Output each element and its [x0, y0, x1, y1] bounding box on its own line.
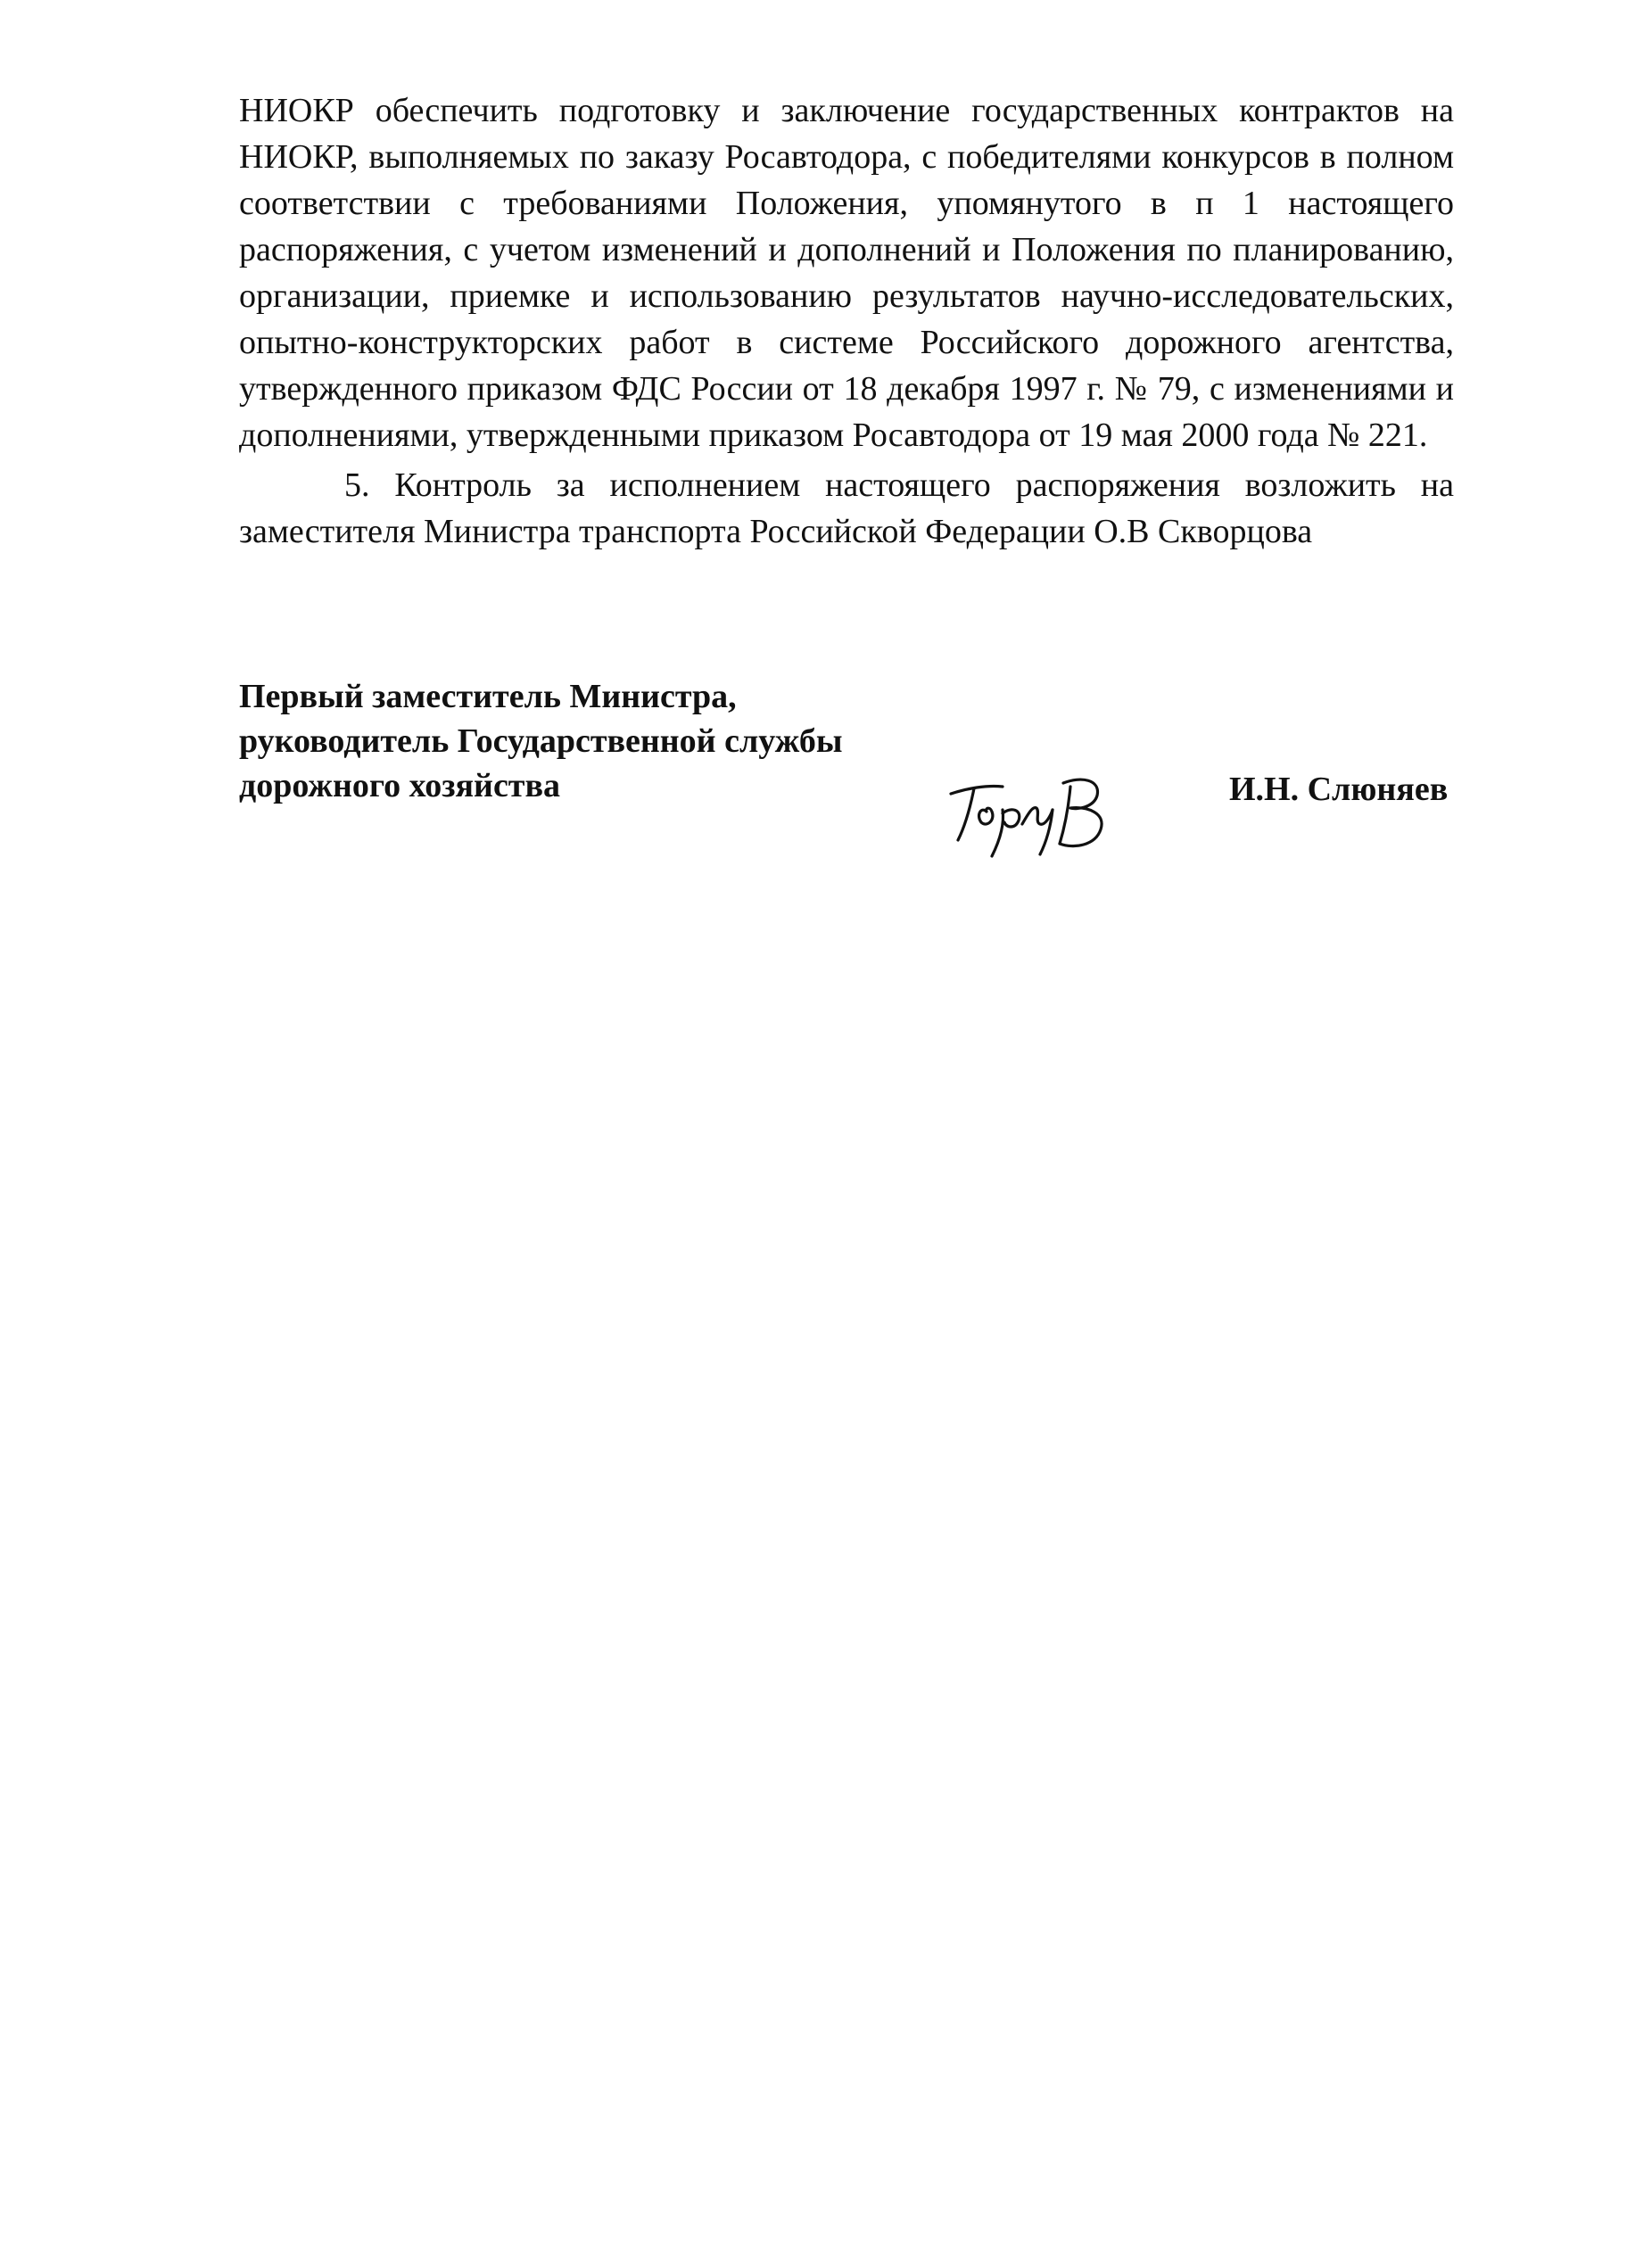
signer-title-line: дорожного хозяйства	[239, 767, 560, 804]
paragraph-item-5: 5. Контроль за исполнением настоящего распоряжения возложить на заместителя Министра транспорта Российской Федерации О.В Скворцова	[239, 466, 1454, 550]
signer-title	[239, 674, 843, 808]
document-body	[239, 87, 1454, 555]
signer-title-line: руководитель Государственной службы	[239, 722, 843, 760]
signature-block	[239, 674, 1454, 888]
signer-title-line: Первый заместитель Министра,	[239, 678, 737, 715]
paragraph-continuation: НИОКР обеспечить подготовку и заключение государственных контрактов на НИОКР, выполняемых по заказу Росавтодора, с победителями конкурсов в полном соответствии с требованиями Положения, упомянутого в п 1 настоящего распоряжения, с учетом изменений и дополнений и Положения по планированию, организации, приемке и использованию результатов научно-исследовательских, опытно-конструкторских работ в системе Российского дорожного агентства, утвержденного приказом ФДС России от 18 декабря 1997 г. № 79, с изменениями и дополнениями, утвержденными приказом Росавтодора от 19 мая 2000 года № 221.	[239, 92, 1454, 454]
handwritten-signature	[940, 767, 1119, 865]
signer-name: И.Н. Слюняев	[1229, 771, 1449, 808]
